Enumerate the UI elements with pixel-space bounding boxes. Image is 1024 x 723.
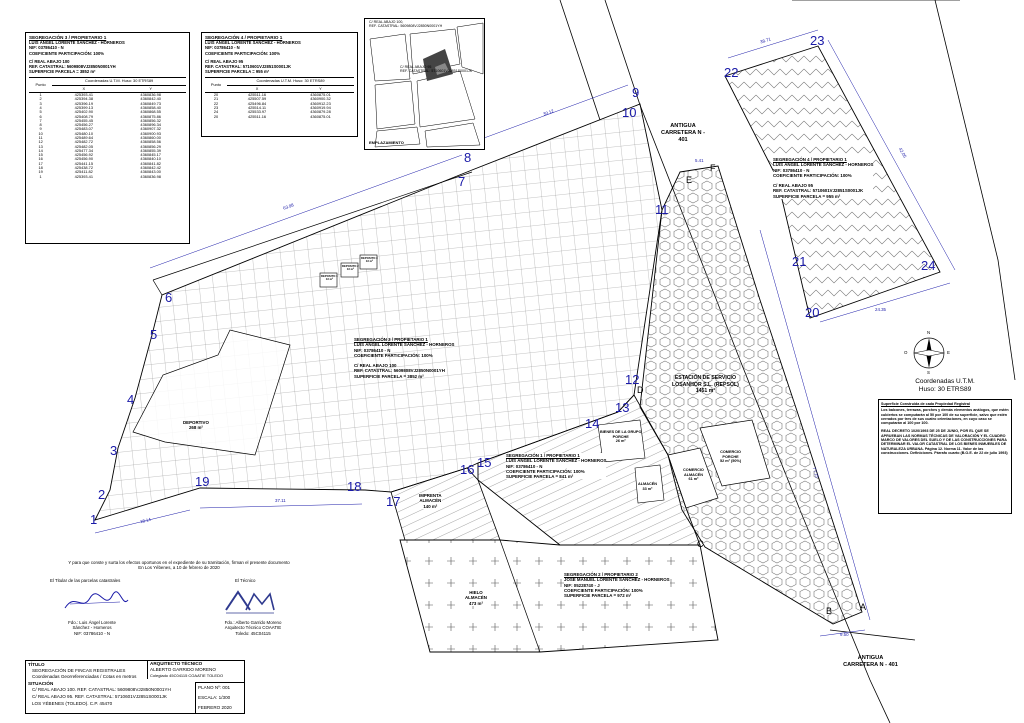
coordinate-row (205, 115, 354, 119)
seg1-nif: NIF: 03786410 - N (506, 463, 543, 469)
coordinate-cell: 11 (38, 134, 43, 140)
coordinate-cell: 4360836.98 (140, 92, 161, 98)
seg4-street: C/ REAL ABAJO 95 (773, 183, 814, 189)
col-header: Coordenadas U.T.M. Huso: 30 ETRS89 (52, 78, 186, 85)
seg4-coef: COEFICIENTE PARTICIPACIÓN: 100% (773, 172, 852, 178)
legend-p2: REAL DECRETO 1020/1993 DE 25 DE JUNIO, POR EL QUE SE APRUEBAN LAS NORMAS TÉCNICAS DE VALORACIÓN Y EL CUADRO MARCO DE VALORES DEL SUELO Y DE LAS CONSTRUCCIONES PARA DETERMINAR EL VALOR CATASTRAL DE LOS BIENES INMUEBLES DE NATURALEZA URBANA. Página 12. Norma 11. Valor de las construcciones. Definiciones. Párrafo cuarto (B.O.E. de 22 de julio 1993) (881, 429, 1008, 455)
seg3-area: SUPERFICIE PARCELA = 3852 m² (354, 373, 424, 379)
legend-title: Superficie Construida de cada Propiedad Registral (881, 402, 970, 406)
seg4-area: SUPERFICIE PARCELA = 955 m² (773, 193, 841, 199)
coordinate-cell: 425533.97 (247, 109, 267, 115)
deportivo-name: DEPORTIVO (183, 420, 209, 425)
box-nif: NIF: 03786410 - N (205, 45, 240, 51)
seg3-owner: LUIS ÁNGEL LORENTE SÁNCHEZ - HORNEROS (354, 342, 455, 348)
holder-name-2: Sánchez - Horneros (72, 625, 112, 631)
box-owner: LUIS ÁNGEL LORENTE SÁNCHEZ - HORNEROS (205, 40, 301, 46)
signature-note (34, 560, 324, 571)
dim-label: 37.11 (275, 498, 286, 503)
deposit-1-label (321, 275, 338, 282)
seg2-owner: JOSE MANUEL LORENTE SÁNCHEZ - HORNEROS (564, 577, 670, 583)
box-owner: LUIS ÁNGEL LORENTE SÁNCHEZ - HORNEROS (29, 40, 125, 46)
location-ref1-street: C/ REAL ABAJO 100, (369, 20, 404, 24)
road-label-top: ANTIGUA CARRETERA N - 401 (661, 123, 705, 143)
coordinate-cell: 15 (38, 152, 43, 158)
coordinate-cell: 4360855.39 (140, 147, 161, 153)
coordinate-cell: 4360879.28 (310, 109, 331, 115)
deposit-2-name: DEPOSITO 2 (342, 264, 359, 268)
compass-s: S (927, 370, 930, 375)
tech-name-2: Arquitecto Técnico COAATIE (224, 625, 282, 631)
coordinate-cell: 4360919.94 (310, 104, 331, 110)
commerce-almacen-area: 61 m² (688, 477, 699, 482)
point-label: 1 (90, 512, 98, 527)
point-label: 20 (805, 305, 820, 320)
coordinate-cell: 425441.15 (74, 160, 93, 166)
col-header: Punto (205, 78, 227, 93)
point-label: C (697, 539, 704, 549)
fecha: FEBRERO 2020 (198, 705, 232, 710)
commerce-porche-type: PORCHE (722, 454, 739, 459)
point-label: 24 (921, 258, 936, 273)
tech-signature-block (218, 620, 288, 636)
coordinate-cell: 20 (213, 92, 219, 98)
arq-header: ARQUITECTO TÉCNICO (150, 661, 203, 666)
coordinate-cell: 425483.07 (74, 126, 93, 132)
location-map (365, 19, 485, 150)
coordinate-cell: 425511.16 (247, 92, 267, 98)
seg2-area-label (564, 572, 670, 598)
point-label: 5 (150, 327, 158, 342)
seg4-ref: REF. CATASTRAL: 5710601VJ2851S0001JK (773, 188, 864, 194)
coordinate-cell: 12 (38, 139, 43, 145)
imprenta-name: IMPRENTA (419, 493, 442, 498)
coordinate-cell: 4360842.40 (140, 96, 161, 102)
deposit-2-label (342, 265, 359, 272)
arq-line-2: Colegiado 45C04115 COAATIE TOLEDO (150, 673, 224, 678)
situacion-line-3: LOS YÉBENES (TOLEDO). C.P. 45470 (32, 701, 113, 706)
commerce-almacen-name: COMERCIO (683, 468, 704, 472)
seg4-coordinates-box (201, 32, 358, 137)
seg3-coef: COEFICIENTE PARTICIPACIÓN: 100% (354, 352, 433, 358)
coordinate-cell: 4360842.42 (140, 165, 161, 171)
deportivo-area: 268 m² (188, 425, 203, 431)
coordinate-cell: 4360858.40 (140, 104, 161, 110)
col-header: Y (115, 85, 186, 92)
seg1-area: SUPERFICIE PARCELA = 841 m² (506, 474, 574, 480)
gas-station-name: ESTACIÓN DE SERVICIO (674, 375, 737, 381)
coordinate-cell: 425393.41 (74, 92, 93, 98)
col-header: Y (287, 85, 354, 92)
box-street: C/ REAL ABAJO 95 (205, 58, 244, 64)
location-title: EMPLAZAMIENTO (369, 140, 404, 145)
situacion-header: SITUACIÓN (28, 681, 54, 686)
escala: ESCALA: 1/300 (198, 695, 231, 700)
point-label: 10 (622, 105, 637, 120)
coordinate-cell: 425394.38 (74, 96, 93, 102)
seg1-title: SEGREGACIÓN 1 / PROPIETARIO 1 (506, 453, 580, 458)
coordinate-cell: 8 (39, 122, 42, 128)
coordinate-cell: 21 (213, 96, 219, 102)
coordinate-cell: 1 (39, 92, 42, 98)
coordinate-cell: 19 (38, 169, 43, 175)
point-label: 9 (632, 85, 640, 100)
compass-n: N (927, 330, 931, 335)
box-title: SEGREGACIÓN 3 / PROPIETARIO 1 (29, 35, 107, 40)
dim-label: 9.50 (840, 632, 849, 637)
coordinate-cell: 20 (213, 113, 219, 119)
coordinate-cell: 425480.10 (74, 130, 93, 136)
coordinate-cell: 425496.84 (247, 100, 267, 106)
coordinate-cell: 14 (38, 147, 43, 153)
point-label: 19 (195, 474, 210, 489)
seg1-coef: COEFICIENTE PARTICIPACIÓN: 100% (506, 468, 585, 474)
box-area: SUPERFICIE PARCELA = 955 m² (205, 69, 270, 75)
plano-number: PLANO Nº: 001 (198, 685, 231, 690)
box-area: SUPERFICIE PARCELA = 3852 m² (29, 69, 96, 75)
dim-label: 63.98 (282, 202, 295, 211)
point-label: E (686, 175, 693, 185)
hielo-area: 473 m² (469, 600, 483, 606)
dim-label: 5.41 (695, 158, 704, 163)
point-label: 14 (585, 416, 600, 431)
coordinate-cell: 4360875.01 (310, 113, 331, 119)
location-ref1: REF. CATASTRAL: 5609808VJ2850N0001YH (369, 24, 443, 28)
note-line-1: Y para que conste y surta los efectos oportunos en el expediente de su tramitación, firman el presente documento (68, 560, 290, 565)
compass-caption (878, 378, 1012, 394)
tech-title: El Técnico (235, 578, 256, 583)
point-label: 12 (625, 372, 640, 387)
col-header: Punto (29, 78, 52, 93)
seg2-coef: COEFICIENTE PARTICIPACIÓN: 100% (564, 587, 643, 593)
coordinate-cell: 425514.11 (247, 104, 267, 110)
coordinates-table (29, 77, 186, 179)
holder-title: El Titular de las parcelas catastrales (50, 578, 121, 583)
coordinate-cell: 425482.05 (74, 143, 93, 149)
coordinate-cell: 13 (38, 143, 43, 149)
tech-name-1: Fdo.: Alberto Garrido Moreno (224, 620, 282, 625)
box-ref: REF. CATASTRAL: 5609808VJ2850N0001YH (29, 64, 116, 70)
bienes-label (600, 430, 641, 444)
titulo-line-2: Coordenadas Georreferenciadas / Cotas en metros (32, 674, 137, 679)
dim-label: 77.15 (811, 466, 820, 479)
road-label-bottom: ANTIGUA CARRETERA N - 401 (843, 655, 898, 668)
coordinate-cell: 425455.45 (74, 117, 93, 123)
coordinate-cell: 425482.72 (74, 139, 93, 145)
coordinate-cell: 425456.27 (74, 122, 93, 128)
coordinate-cell: 425456.92 (74, 152, 93, 158)
point-label: 16 (460, 462, 475, 477)
commerce-almacen-label (683, 468, 704, 482)
deposit-3-name: DEPOSITO 3 (361, 256, 378, 260)
coordinate-cell: 425393.41 (74, 173, 93, 179)
coordinate-cell: 22 (213, 100, 219, 106)
seg3-title: SEGREGACIÓN 3 / PROPIETARIO 1 (354, 337, 428, 342)
holder-nif: NIF: 03786410 - N (73, 630, 111, 636)
box-coef: COEFICIENTE PARTICIPACIÓN: 100% (205, 50, 280, 56)
seg2-title: SEGREGACIÓN 2 / PROPIETARIO 2 (564, 572, 638, 577)
titulo-header: TÍTULO (28, 662, 45, 667)
coordinate-cell: 23 (213, 104, 219, 110)
hielo-label (465, 590, 487, 606)
point-label: A (860, 602, 867, 612)
coordinate-cell: 4360860.00 (140, 134, 161, 140)
coordinate-cell: 4360856.32 (140, 117, 161, 123)
compass-caption-1: Coordenadas U.T.M. (915, 378, 975, 385)
note-line-2: En Los Yébenes, a 10 de febrero de 2020 (138, 565, 220, 571)
seg4-area-label (773, 157, 873, 199)
coordinate-cell: 4360845.17 (140, 152, 161, 158)
point-label: D (637, 385, 644, 395)
point-label: 6 (165, 290, 173, 305)
coordinate-cell: 425477.34 (74, 147, 93, 153)
deposit-3-area: 13 m² (365, 259, 374, 264)
seg3-ref: REF. CATASTRAL: 5609808VJ2850N0001YH (354, 368, 445, 374)
coordinate-cell: 425507.59 (247, 96, 267, 102)
col-header: X (227, 85, 287, 92)
almacen-small-name: ALMACÉN (638, 482, 657, 486)
coordinate-cell: 4360849.73 (140, 100, 161, 106)
dim-label: 42.05 (897, 146, 908, 159)
coordinate-cell: 5 (39, 109, 42, 115)
almacen-small-area: 33 m² (642, 486, 653, 491)
deposit-1-name: DEPOSITO 1 (321, 274, 338, 278)
col-header: X (52, 85, 115, 92)
point-label: 22 (724, 65, 739, 80)
coordinate-cell: 4360856.29 (140, 143, 161, 149)
deportivo-label (183, 420, 209, 431)
coordinate-row (29, 175, 186, 179)
compass-e: E (947, 350, 950, 355)
box-coef: COEFICIENTE PARTICIPACIÓN: 100% (29, 50, 104, 56)
holder-name-1: Fdo.: Luis Ángel Lorente (68, 620, 116, 625)
coordinate-cell: 4360875.01 (310, 92, 331, 98)
compass-caption-2: Huso: 30 ETRS89 (918, 386, 972, 393)
arq-line-1: ALBERTO GARRIDO MORENO (150, 667, 216, 672)
coordinate-cell: 4360836.98 (140, 173, 161, 179)
coordinate-cell: 16 (38, 156, 43, 162)
coordinate-cell: 7 (39, 117, 42, 123)
coordinate-cell: 425411.82 (74, 169, 93, 175)
commerce-porche-name: COMERCIO (720, 450, 741, 454)
coordinate-cell: 1 (39, 173, 42, 179)
gas-station-label (672, 375, 739, 395)
seg2-area: SUPERFICIE PARCELA = 972 m² (564, 593, 632, 599)
seg4-title: SEGREGACIÓN 4 / PROPIETARIO 1 (773, 157, 847, 162)
commerce-porche-area: 52 m² (50%) (720, 459, 742, 464)
coordinate-cell: 425511.16 (247, 113, 267, 119)
seg1-owner: LUIS ÁNGEL LORENTE SÁNCHEZ - HORNEROS (506, 458, 607, 464)
coordinate-cell: 4360868.55 (140, 109, 161, 115)
point-label: 18 (347, 479, 362, 494)
point-label: 4 (127, 392, 135, 407)
coordinate-cell: 4360900.32 (310, 96, 331, 102)
box-nif: NIF: 03786410 - N (29, 45, 64, 51)
box-street: C/ REAL ABAJO 100 (29, 58, 70, 64)
coordinate-cell: 4360912.23 (310, 100, 331, 106)
seg2-nif: NIF: 05228740 - J (564, 582, 600, 588)
point-label: B (826, 606, 833, 616)
deposit-3-label (361, 257, 378, 264)
point-label: 2 (98, 487, 106, 502)
coordinate-cell: 425396.19 (74, 100, 93, 106)
parcel-seg2 (400, 540, 718, 652)
point-label: 8 (464, 150, 472, 165)
point-label: 15 (477, 455, 492, 470)
coordinate-cell: 4360907.32 (140, 126, 161, 132)
col-header: Coordenadas U.T.M. Huso: 30 ETRS89 (227, 78, 354, 85)
coordinate-cell: 2 (39, 96, 42, 102)
dim-label: 18.14 (139, 516, 152, 525)
box-title: SEGREGACIÓN 4 / PROPIETARIO 1 (205, 35, 283, 40)
bienes-area: 26 m² (615, 439, 626, 444)
point-label: 7 (458, 174, 466, 189)
holder-signature (60, 590, 130, 615)
seg4-nif: NIF: 03786410 - N (773, 167, 810, 173)
coordinate-cell: 4360841.82 (140, 160, 161, 166)
coordinate-cell: 24 (213, 109, 219, 115)
box-ref: REF. CATASTRAL: 5710601VJ2851S0001JK (205, 64, 291, 70)
seg4-owner: LUIS ÁNGEL LORENTE SÁNCHEZ - HORNEROS (773, 162, 874, 168)
compass-o: O (904, 350, 908, 355)
seg1-area-label (506, 453, 606, 479)
tech-name-3: Toledo: 45C04115 (235, 630, 271, 636)
coordinates-table (205, 77, 354, 118)
architect-logo-icon (224, 588, 276, 616)
imprenta-area: 140 m² (423, 503, 438, 509)
point-label: 13 (615, 400, 630, 415)
imprenta-label (419, 493, 442, 509)
coordinate-cell: 4360896.34 (140, 122, 161, 128)
tech-logo (224, 588, 276, 616)
point-label: 3 (110, 443, 118, 458)
location-ref2-street: C/ REAL ABAJO 95 (400, 65, 432, 69)
deposit-2-area: 13 m² (346, 267, 355, 272)
location-ref2: REF. CATASTRAL: 5710601VJ2851S0001JK (400, 69, 473, 73)
gas-station-area: 1451 m² (695, 388, 716, 395)
title-block-architect (147, 660, 245, 679)
commerce-porche-label (720, 450, 741, 464)
deposit-1-area: 13 m² (325, 277, 334, 282)
point-label: 23 (810, 33, 825, 48)
coordinate-cell: 425399.13 (74, 104, 93, 110)
coordinate-cell: 4 (39, 104, 42, 110)
seg3-street: C/ REAL ABAJO 100 (354, 363, 397, 369)
seg3-nif: NIF: 03786410 - N (354, 347, 391, 353)
coordinate-cell: 4360875.86 (140, 113, 161, 119)
seg3-area-label (354, 337, 454, 379)
location-map-box (364, 18, 485, 150)
coordinate-cell: 4360843.00 (140, 169, 161, 175)
hielo-type: ALMACÉN (465, 595, 487, 601)
imprenta-type: ALMACÉN (419, 498, 442, 504)
coordinate-cell: 4360840.10 (140, 156, 161, 162)
coordinate-cell: 18 (38, 165, 43, 171)
commerce-almacen-type: ALMACÉN (683, 472, 703, 477)
situacion-line-2: C/ REAL ABAJO 95. REF. CATASTRAL: 5710601VJ2851S0001JK (32, 694, 167, 699)
situacion-line-1: C/ REAL ABAJO 100. REF. CATASTRAL: 5609808VJ2850N0001YH (32, 687, 171, 692)
coordinate-cell: 425438.72 (74, 165, 93, 171)
hielo-name: HIELO (469, 590, 483, 595)
point-label: F (710, 163, 716, 173)
coordinate-cell: 17 (38, 160, 43, 166)
legend-box (878, 399, 1012, 514)
dim-label: 30.12 (542, 108, 555, 117)
coordinate-cell: 425408.79 (74, 113, 93, 119)
coordinate-cell: 3 (39, 100, 42, 106)
bienes-name: BIENES DE LA GRUPO (600, 430, 642, 434)
coordinate-cell: 9 (39, 126, 42, 132)
coordinate-cell: 6 (39, 113, 42, 119)
gas-station-company: LOSANHOR S.L. (REPSOL) (672, 381, 739, 388)
almacen-small-label (638, 482, 657, 491)
coordinate-cell: 4360858.56 (140, 139, 161, 145)
holder-signature-block (62, 620, 122, 636)
coordinate-cell: 425489.64 (74, 134, 93, 140)
coordinate-cell: 425402.90 (74, 109, 93, 115)
dim-label: 24.35 (875, 307, 886, 312)
point-label: 21 (792, 254, 807, 269)
coordinate-cell: 10 (38, 130, 43, 136)
coordinate-cell: 425456.90 (74, 156, 93, 162)
bienes-type: PORCHE (612, 434, 629, 439)
coordinate-cell: 4360900.93 (140, 130, 161, 136)
legend-p1: Los balcones, terrazas, porches y demás elementos análogos, que estén cubiertos se computarán al 50 por 100 de su superficie, salvo que estén cerrados por tres de sus cuatro orientaciones, en cuyo caso se computarán al 100 por 100. (881, 408, 1009, 426)
point-label: 17 (386, 494, 401, 509)
titulo-line-1: SEGREGACIÓN DE FINCAS REGISTRALES (32, 668, 126, 673)
dim-label: 38.71 (759, 36, 772, 45)
point-label: 11 (655, 202, 669, 217)
title-block-meta (195, 682, 245, 714)
seg3-coordinates-box (25, 32, 190, 244)
